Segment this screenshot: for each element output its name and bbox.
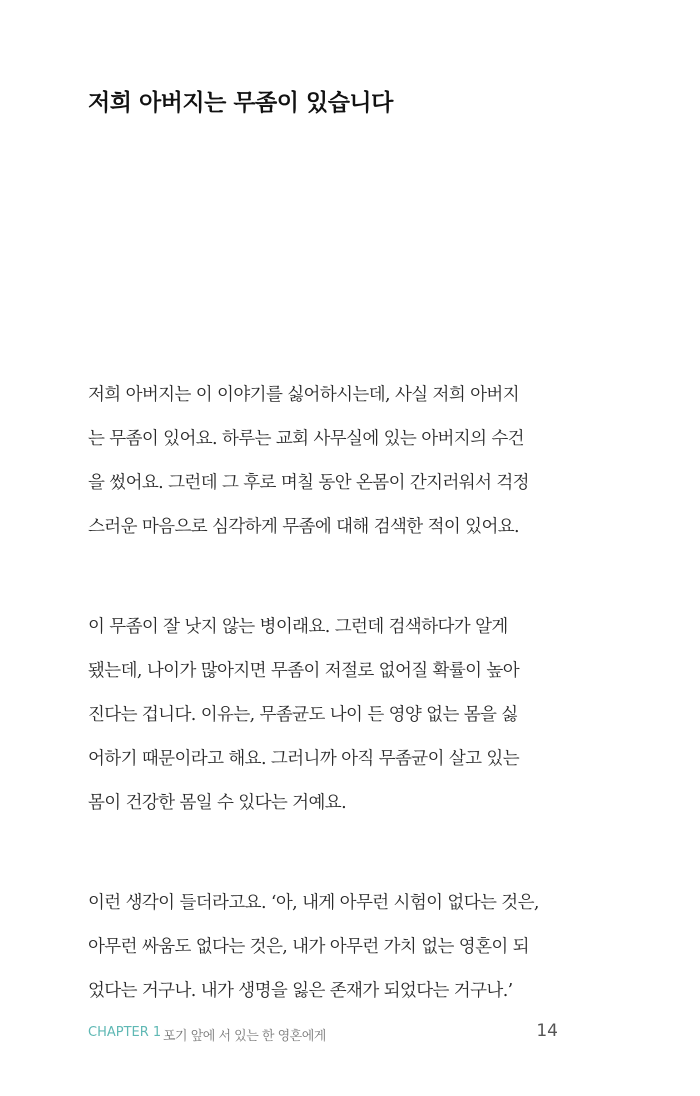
paragraph-1 — [88, 373, 558, 549]
text-line: 었다는 거구나. 내가 생명을 잃은 존재가 되었다는 거구나.’ — [88, 981, 513, 1001]
paragraph-2 — [88, 605, 558, 825]
page-title: 저희 아버지는 무좀이 있습니다 — [88, 90, 393, 116]
text-line: 이런 생각이 들더라고요. ‘아, 내게 아무런 시험이 없다는 것은, — [88, 893, 539, 913]
chapter-title: 포기 앞에 서 있는 한 영혼에게 — [163, 1029, 326, 1044]
text-line: 됐는데, 나이가 많아지면 무좀이 저절로 없어질 확률이 높아 — [88, 661, 520, 681]
page-number: 14 — [536, 1021, 558, 1041]
text-line: 스러운 마음으로 심각하게 무좀에 대해 검색한 적이 있어요. — [88, 517, 520, 537]
text-line: 어하기 때문이라고 해요. 그러니까 아직 무좀균이 살고 있는 — [88, 749, 520, 769]
text-line: 는 무좀이 있어요. 하루는 교회 사무실에 있는 아버지의 수건 — [88, 429, 524, 449]
chapter-label: CHAPTER 1 — [88, 1025, 162, 1040]
page-footer — [88, 1021, 558, 1045]
text-line: 몸이 건강한 몸일 수 있다는 거예요. — [88, 793, 347, 813]
paragraph-3 — [88, 881, 558, 1013]
text-line: 이 무좀이 잘 낫지 않는 병이래요. 그런데 검색하다가 알게 — [88, 617, 508, 637]
text-line: 아무런 싸움도 없다는 것은, 내가 아무런 가치 없는 영혼이 되 — [88, 937, 529, 957]
text-line: 을 썼어요. 그런데 그 후로 며칠 동안 온몸이 간지러워서 걱정 — [88, 473, 529, 493]
text-line: 저희 아버지는 이 이야기를 싫어하시는데, 사실 저희 아버지 — [88, 385, 520, 405]
body-text — [88, 373, 558, 1069]
text-line: 진다는 겁니다. 이유는, 무좀균도 나이 든 영양 없는 몸을 싫 — [88, 705, 518, 725]
